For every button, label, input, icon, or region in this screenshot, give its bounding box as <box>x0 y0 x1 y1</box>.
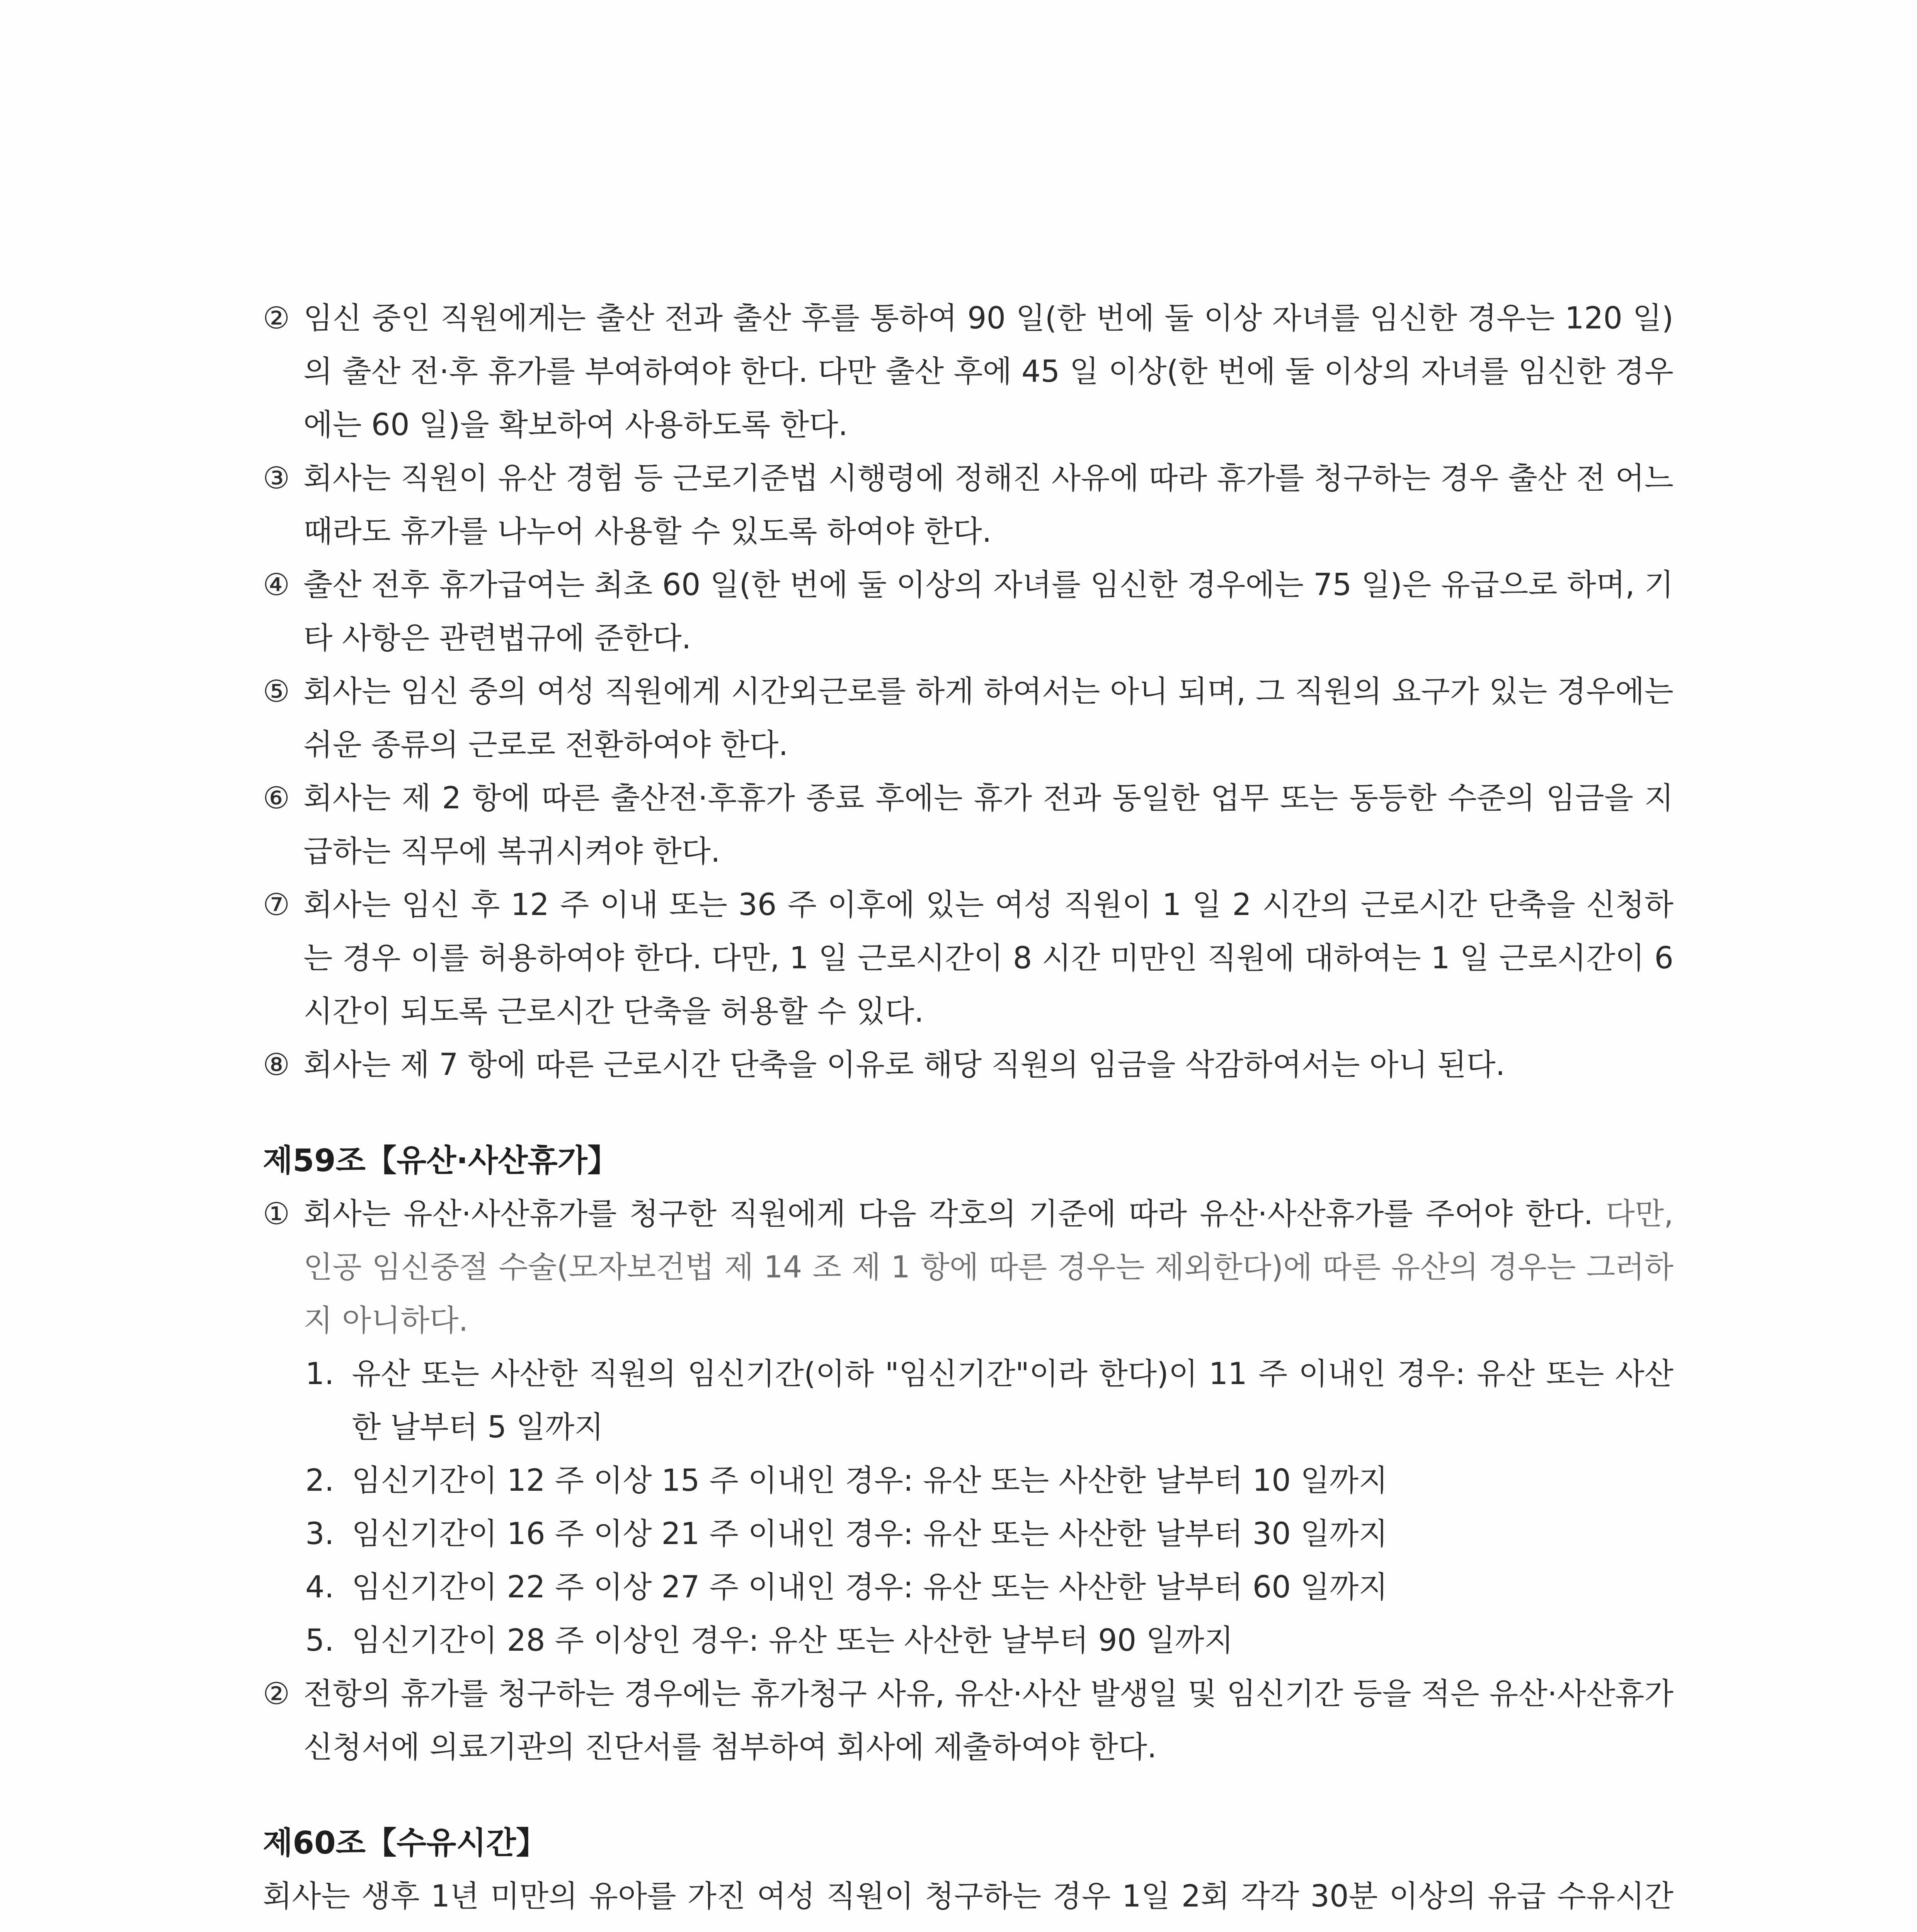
list-item <box>263 1347 1674 1454</box>
list-item-text: 임신기간이 12 주 이상 15 주 이내인 경우: 유산 또는 사산한 날부터 10 일까지 <box>352 1463 1388 1498</box>
list-item-number: 4. <box>305 1570 334 1605</box>
list-item-number: 2. <box>305 1463 334 1498</box>
list-item-text: 임신기간이 16 주 이상 21 주 이내인 경우: 유산 또는 사산한 날부터 30 일까지 <box>352 1517 1388 1551</box>
clause-number: ⑧ <box>263 1048 290 1082</box>
list-item <box>263 1561 1674 1614</box>
article-59-heading: 제59조【유산·사산휴가】 <box>263 1143 618 1179</box>
paragraph-proviso-text: 다만, 인공 임신중절 수술(모자보건법 제 14 조 제 1 항에 따른 경우는 제외한다)에 따른 유산의 경우는 그러하지 아니하다. <box>303 1197 1674 1338</box>
list-item-number: 3. <box>305 1517 334 1551</box>
clause-number: ⑤ <box>263 674 290 709</box>
clause-text: 회사는 직원이 유산 경험 등 근로기준법 시행령에 정해진 사유에 따라 휴가를 청구하는 경우 출산 전 어느 때라도 휴가를 나누어 사용할 수 있도록 하여야 한다. <box>303 461 1674 549</box>
clause-text: 출산 전후 휴가급여는 최초 60 일(한 번에 둘 이상의 자녀를 임신한 경우에는 75 일)은 유급으로 하며, 기타 사항은 관련법규에 준한다. <box>303 568 1674 656</box>
clause-3 <box>263 452 1674 558</box>
list-item <box>263 1614 1674 1667</box>
article-59-paragraph-2 <box>263 1667 1674 1774</box>
page-content <box>263 292 1674 1932</box>
paragraph-text: 회사는 유산·사산휴가를 청구한 직원에게 다음 각호의 기준에 따라 유산·사산휴가를 주어야 한다. <box>303 1197 1594 1231</box>
paragraph-number: ② <box>263 1677 290 1711</box>
clause-text: 임신 중인 직원에게는 출산 전과 출산 후를 통하여 90 일(한 번에 둘 이상 자녀를 임신한 경우는 120 일)의 출산 전·후 휴가를 부여하여야 한다. 다만 출산 후에 45 일 이상(한 번에 둘 이상의 자녀를 임신한 경우에는 60 일)을 확보하여 사용하도록 한다. <box>303 301 1674 442</box>
list-item-number: 1. <box>305 1357 334 1391</box>
clause-6 <box>263 772 1674 878</box>
list-item-number: 5. <box>305 1623 334 1658</box>
list-item-text: 임신기간이 28 주 이상인 경우: 유산 또는 사산한 날부터 90 일까지 <box>352 1623 1234 1658</box>
clause-number: ③ <box>263 461 290 496</box>
clause-number: ⑦ <box>263 888 290 922</box>
list-item-text: 임신기간이 22 주 이상 27 주 이내인 경우: 유산 또는 사산한 날부터 60 일까지 <box>352 1570 1388 1605</box>
clause-text: 회사는 제 7 항에 따른 근로시간 단축을 이유로 해당 직원의 임금을 삭감하여서는 아니 된다. <box>303 1048 1505 1082</box>
list-item-text: 유산 또는 사산한 직원의 임신기간(이하 "임신기간"이라 한다)이 11 주 이내인 경우: 유산 또는 사산한 날부터 5 일까지 <box>352 1357 1674 1445</box>
clause-number: ② <box>263 301 290 336</box>
list-item <box>263 1507 1674 1561</box>
list-item <box>263 1454 1674 1507</box>
article-60-heading: 제60조【수유시간】 <box>263 1825 547 1861</box>
clause-4 <box>263 558 1674 665</box>
clause-5 <box>263 665 1674 772</box>
clause-number: ⑥ <box>263 781 290 816</box>
clause-7 <box>263 878 1674 1038</box>
clause-number: ④ <box>263 568 290 602</box>
clause-text: 회사는 임신 중의 여성 직원에게 시간외근로를 하게 하여서는 아니 되며, 그 직원의 요구가 있는 경우에는 쉬운 종류의 근로로 전환하여야 한다. <box>303 674 1674 762</box>
article-60-text: 회사는 생후 1년 미만의 유아를 가진 여성 직원이 청구하는 경우 1일 2회 각각 30분 이상의 유급 수유시간 <box>263 1879 1674 1914</box>
article-59-paragraph-1 <box>263 1187 1674 1347</box>
clause-8 <box>263 1038 1674 1092</box>
paragraph-text: 전항의 휴가를 청구하는 경우에는 휴가청구 사유, 유산·사산 발생일 및 임신기간 등을 적은 유산·사산휴가 신청서에 의료기관의 진단서를 첨부하여 회사에 제출하여야 한다. <box>303 1677 1674 1765</box>
clause-text: 회사는 제 2 항에 따른 출산전·후휴가 종료 후에는 휴가 전과 동일한 업무 또는 동등한 수준의 임금을 지급하는 직무에 복귀시켜야 한다. <box>303 781 1674 869</box>
clause-text: 회사는 임신 후 12 주 이내 또는 36 주 이후에 있는 여성 직원이 1 일 2 시간의 근로시간 단축을 신청하는 경우 이를 허용하여야 한다. 다만, 1 일 근로시간이 8 시간 미만인 직원에 대하여는 1 일 근로시간이 6 시간이 되도록 근로시간 단축을 허용할 수 있다. <box>303 888 1674 1029</box>
clause-2 <box>263 292 1674 452</box>
paragraph-number: ① <box>263 1197 290 1231</box>
